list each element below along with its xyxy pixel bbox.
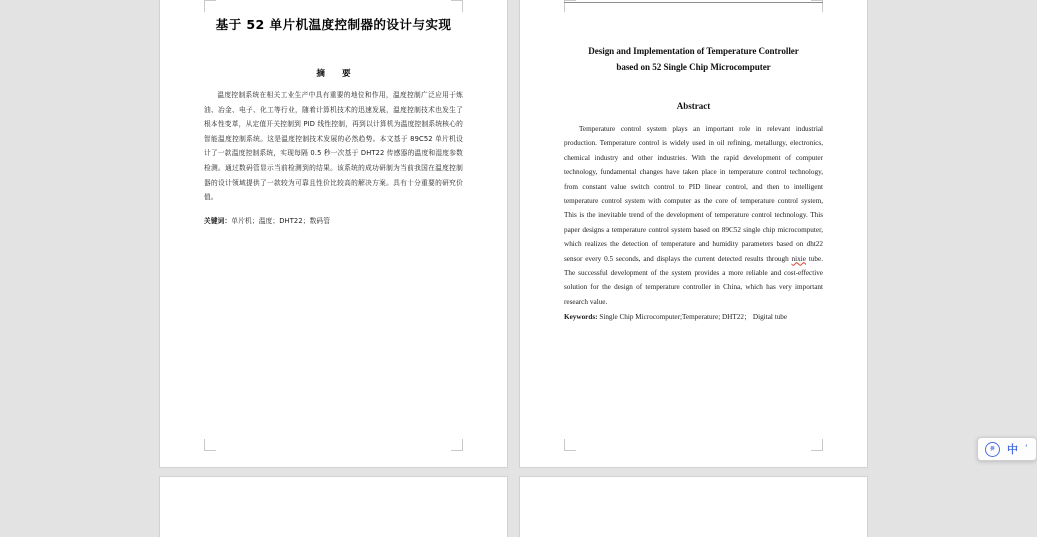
margin-corner-mark-bottom-right bbox=[451, 439, 463, 451]
spellcheck-flagged-word: nixie bbox=[791, 254, 806, 263]
keywords-label-english: Keywords: bbox=[564, 313, 598, 322]
ime-status-bar[interactable] bbox=[977, 437, 1037, 461]
document-page-english-abstract[interactable] bbox=[520, 0, 867, 467]
ime-punctuation-mode-button[interactable]: ʻ bbox=[1025, 444, 1028, 454]
abstract-paragraph-chinese: 温度控制系统在相关工业生产中具有重要的地位和作用，温度控制广泛应用于炼油、冶金、电子、化工等行业，随着计算机技术的迅速发展，温度控制技术也发生了根本性变革，从定值开关控制到 PID 线性控制，再到以计算机为温度控制系统核心的智能温度控制系统。这是温度控制技术发展的必然趋势。本文基于 89C52 单片机设计了一款温度控制系统，实现每隔 0.5 秒一次基于 DHT22 传感器的温度和湿度参数检测。通过数码管显示当前检测到的结果。该系统的成功研制为当前我国在温度控制器的设计领域提供了一款较为可靠且性价比较高的解决方案。具有十分重要的研究价值。 bbox=[204, 91, 463, 202]
margin-corner-mark-bottom-right bbox=[811, 439, 823, 451]
page-content-right bbox=[564, 0, 823, 325]
abstract-heading-chinese: 摘 要 bbox=[316, 69, 358, 79]
keywords-value-english: Single Chip Microcomputer;Temperature; DHT22； Digital tube bbox=[597, 313, 788, 322]
abstract-paragraph-english bbox=[564, 122, 823, 309]
document-page-next-right[interactable] bbox=[520, 477, 867, 537]
margin-corner-mark-bottom-left bbox=[564, 439, 576, 451]
document-page-chinese-abstract[interactable] bbox=[160, 0, 507, 467]
page-row-2 bbox=[0, 477, 1024, 537]
page-content-left bbox=[204, 0, 463, 228]
document-title-english bbox=[564, 43, 823, 75]
keywords-label-chinese: 关键词： bbox=[204, 216, 232, 225]
keywords-line-english bbox=[564, 310, 823, 324]
sogou-pinyin-logo-icon[interactable]: 拼 bbox=[985, 442, 1000, 457]
header-separator-rule bbox=[564, 2, 823, 3]
ime-language-mode-button[interactable]: 中 bbox=[1007, 443, 1018, 456]
document-title-english-line1: Design and Implementation of Temperature Controller bbox=[588, 46, 799, 56]
document-page-next-left[interactable] bbox=[160, 477, 507, 537]
document-title-english-line2: based on 52 Single Chip Microcomputer bbox=[616, 62, 771, 72]
margin-corner-mark-bottom-left bbox=[204, 439, 216, 451]
keywords-line-chinese bbox=[204, 214, 463, 229]
abstract-english-text-part1: Temperature control system plays an important role in relevant industrial production. Temperature control is widely used in oil refining, metallurgy, electronics, chemical industry and other industries. With the rapid development of computer technology, fundamental changes have taken place in temperature control technology, from constant value switch control to PID linear control, and then to intelligent temperature control system with computer as the core of temperature control system, This is the inevitable trend of the development of temperature control technology. This paper designs a temperature control system based on 89C52 single chip microcomputer, which realizes the detection of temperature and humidity parameters based on dht22 sensor every 0.5 seconds, and displays the current detected results through bbox=[564, 125, 823, 263]
document-title-chinese: 基于 52 单片机温度控制器的设计与实现 bbox=[215, 17, 452, 32]
abstract-english-text-part2: tube. The successful development of the system provides a more reliable and cost-effective solution for the design of temperature controller in China, which has very important research value. bbox=[564, 254, 823, 306]
keywords-value-chinese: 单片机；温度；DHT22；数码管 bbox=[231, 216, 331, 225]
abstract-heading-english: Abstract bbox=[676, 101, 711, 111]
